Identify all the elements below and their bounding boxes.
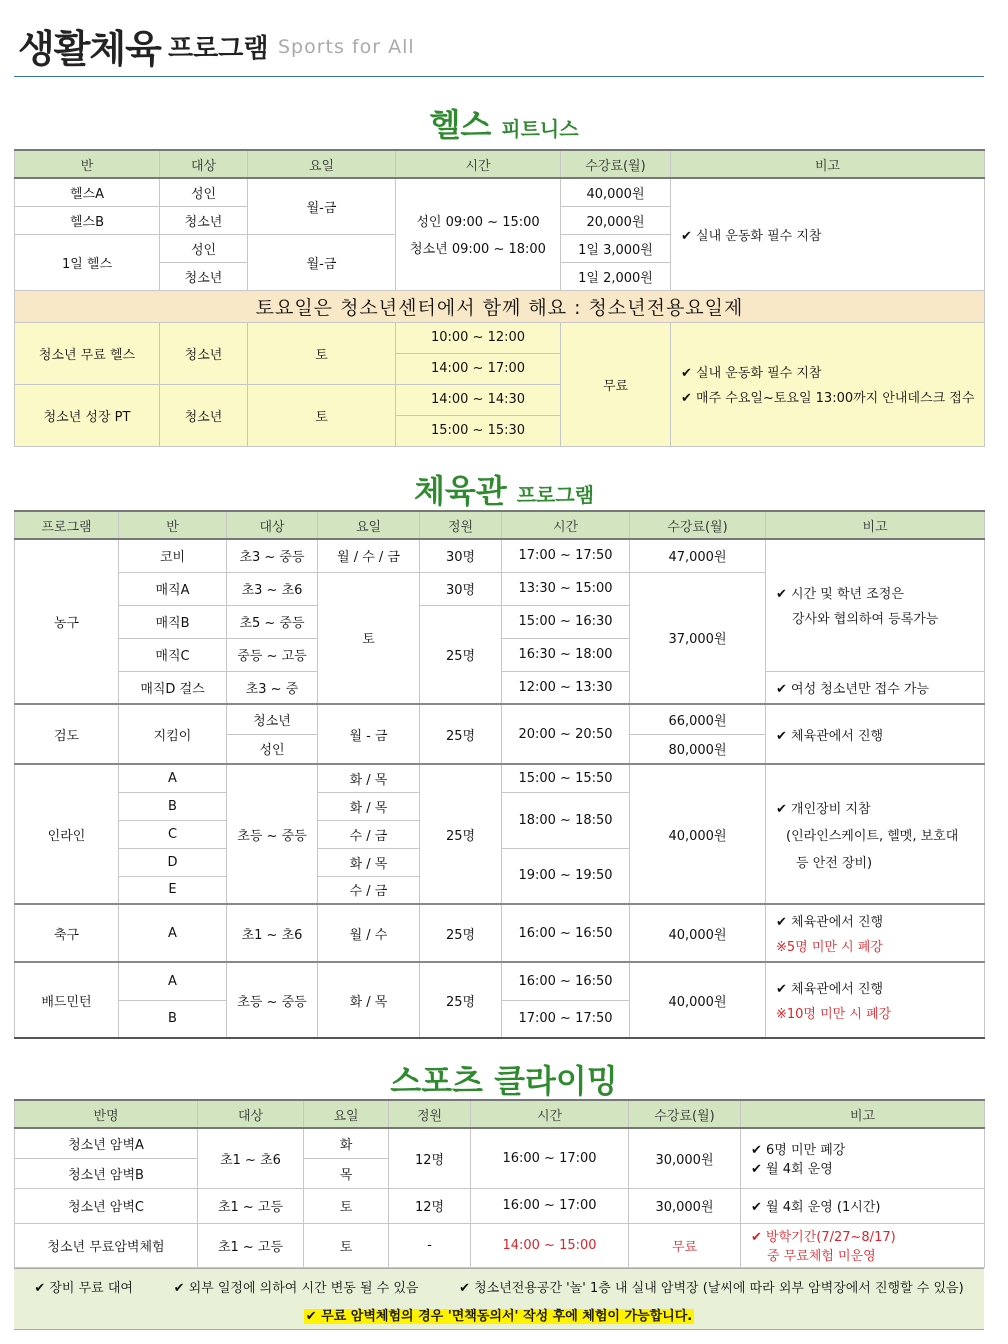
climbing-section-title: 스포츠 클라이밍 (390, 1062, 618, 1100)
table-row: E 수 / 금 (15, 876, 985, 904)
table-row: 청소년 성장 PT 청소년 토 14:00 ~ 14:30 (15, 384, 985, 415)
program-badminton: 배드민턴 (15, 962, 119, 1038)
table-row: 청소년 암벽C 초1 ~ 고등 토 12명 16:00 ~ 17:00 30,000원 ✔ 월 4회 운영 (1시간) (15, 1188, 985, 1223)
table-row: 청소년 무료 헬스 청소년 토 10:00 ~ 12:00 무료 ✔ 실내 운동화 필수 지참 ✔ 매주 수요일~토요일 13:00까지 안내데스크 접수 (15, 322, 985, 353)
table-row: 매직B 초5 ~ 중등 25명 15:00 ~ 16:30 (15, 605, 985, 638)
table-row: 청소년 암벽A 초1 ~ 초6 화 12명 16:00 ~ 17:00 30,000원 ✔ 6명 미만 폐강 ✔ 월 4회 운영 (15, 1128, 985, 1158)
page-header (14, 12, 984, 77)
footer-notes: ✔ 장비 무료 대여 ✔ 외부 일정에 의하여 시간 변동 될 수 있음 ✔ 청소년전용공간 '놀' 1층 내 실내 암벽장 (날씨에 따라 외부 암벽장에서 진행할 수 있음) ✔ 무료 암벽체험의 경우 '면책동의서' 작성 후에 체험이 가능합니다. (14, 1268, 984, 1330)
program-basketball: 농구 (15, 539, 119, 704)
table-row: 인라인 A 초등 ~ 중등 화 / 목 25명 15:00 ~ 15:50 40,000원 ✔ 개인장비 지참 (인라인스케이트, 헬멧, 보호대 등 안전 장비) (15, 764, 985, 792)
table-row: 15:00 ~ 15:30 (15, 415, 985, 446)
page-title: 생활체육 (18, 27, 161, 71)
page-title-en: Sports for All (278, 36, 415, 58)
table-row: 헬스B 청소년 20,000원 (15, 206, 985, 234)
col-time: 시간 (396, 150, 561, 178)
program-soccer: 축구 (15, 904, 119, 962)
col-target: 대상 (160, 150, 248, 178)
gym-table: 프로그램 반 대상 요일 정원 시간 수강료(월) 비고 농구 코비 초3 ~ 중등 월 / 수 / 금 30명 17:00 ~ 17:50 47,000원 ✔ 시간 및 학년 조정은 강사와 협의하여 등록가능 매직A 초3 ~ 초6 토 30명 13:30 ~ 15:00 37,000원 매직B 초5 ~ 중등 25명 15:00 ~ 16:30 매직C 중등 ~ 고등 16:30 ~ 18:00 매직D 걸스 초3 ~ 중 12:00 ~ 13:30 ✔ 여성 청소년만 접수 가능 검도 지킴이 청소년 월 - 금 25명 20:00 ~ 20:50 66,000원 ✔ 체육관에서 진행 성인 80,000원 인라인 A 초등 ~ 중등 화 / 목 25명 15:00 ~ 15:50 40,000원 ✔ 개인장비 지참 (인라인스케이트, 헬멧, 보호대 등 안전 장비) B 화 / 목 18:00 ~ 18:50 C 수 / 금 D 화 / 목 19:00 ~ 19:50 E 수 / 금 축구 A 초1 ~ 초6 월 / 수 25명 16:00 ~ 16:50 40,000원 ✔ 체육관에서 진행 ※5명 미만 시 폐강 배드민턴 A 초등 ~ 중등 화 / 목 25명 16:00 ~ 16:50 40,000원 ✔ 체육관에서 진행 ※10명 미만 시 폐강 B 17:00 ~ 17:50 (14, 510, 985, 1039)
table-row: 청소년 암벽B 목 (15, 1158, 985, 1188)
health-table (14, 149, 985, 447)
climbing-table: 반명 대상 요일 정원 시간 수강료(월) 비고 청소년 암벽A 초1 ~ 초6 화 12명 16:00 ~ 17:00 30,000원 ✔ 6명 미만 폐강 ✔ 월 4회 운영 청소년 암벽B 목 청소년 암벽C 초1 ~ 고등 토 12명 16:00 ~ 17:00 30,000원 ✔ 월 4회 운영 (1시간) 청소년 무료암벽체험 초1 ~ 고등 토 - 14:00 ~ 15:00 무료 ✔ 방학기간(7/27~8/17) 중 무료체험 미운영 (14, 1099, 985, 1268)
col-class: 반 (15, 150, 160, 178)
health-section-title: 헬스 피트니스 (429, 106, 579, 144)
table-row: 청소년 무료암벽체험 초1 ~ 고등 토 - 14:00 ~ 15:00 무료 ✔ 방학기간(7/27~8/17) 중 무료체험 미운영 (15, 1223, 985, 1267)
col-note: 비고 (671, 150, 985, 178)
program-inline: 인라인 (15, 764, 119, 904)
col-days: 요일 (248, 150, 396, 178)
table-row: 배드민턴 A 초등 ~ 중등 화 / 목 25명 16:00 ~ 16:50 40,000원 ✔ 체육관에서 진행 ※10명 미만 시 폐강 (15, 962, 985, 1000)
program-kendo: 검도 (15, 704, 119, 764)
table-row: 청소년 1일 2,000원 (15, 262, 985, 290)
table-row: 14:00 ~ 17:00 (15, 353, 985, 384)
table-row: D 화 / 목 19:00 ~ 19:50 (15, 848, 985, 876)
saturday-banner: 토요일은 청소년센터에서 함께 해요 : 청소년전용요일제 (15, 290, 985, 322)
table-row: C 수 / 금 (15, 820, 985, 848)
table-row: 헬스A 성인 월-금 성인 09:00 ~ 15:00 청소년 09:00 ~ 18:00 40,000원 ✔ 실내 운동화 필수 지참 (15, 178, 985, 206)
table-row: B 17:00 ~ 17:50 (15, 1000, 985, 1038)
page-subtitle: 프로그램 (168, 34, 269, 64)
table-row: 검도 지킴이 청소년 월 - 금 25명 20:00 ~ 20:50 66,000원 ✔ 체육관에서 진행 (15, 704, 985, 734)
table-row: 성인 80,000원 (15, 734, 985, 764)
col-fee: 수강료(월) (561, 150, 671, 178)
table-row: 농구 코비 초3 ~ 중등 월 / 수 / 금 30명 17:00 ~ 17:50 47,000원 ✔ 시간 및 학년 조정은 강사와 협의하여 등록가능 (15, 539, 985, 572)
waiver-notice: ✔ 무료 암벽체험의 경우 '면책동의서' 작성 후에 체험이 가능합니다. (305, 1309, 693, 1324)
table-row: 1일 헬스 성인 월-금 1일 3,000원 (15, 234, 985, 262)
table-row: B 화 / 목 18:00 ~ 18:50 (15, 792, 985, 820)
table-row: 매직D 걸스 초3 ~ 중 12:00 ~ 13:30 ✔ 여성 청소년만 접수 가능 (15, 671, 985, 704)
table-row: 매직A 초3 ~ 초6 토 30명 13:30 ~ 15:00 37,000원 (15, 572, 985, 605)
gym-section-title: 체육관 프로그램 (413, 472, 595, 510)
table-row: 축구 A 초1 ~ 초6 월 / 수 25명 16:00 ~ 16:50 40,000원 ✔ 체육관에서 진행 ※5명 미만 시 폐강 (15, 904, 985, 962)
table-row: 매직C 중등 ~ 고등 16:30 ~ 18:00 (15, 638, 985, 671)
